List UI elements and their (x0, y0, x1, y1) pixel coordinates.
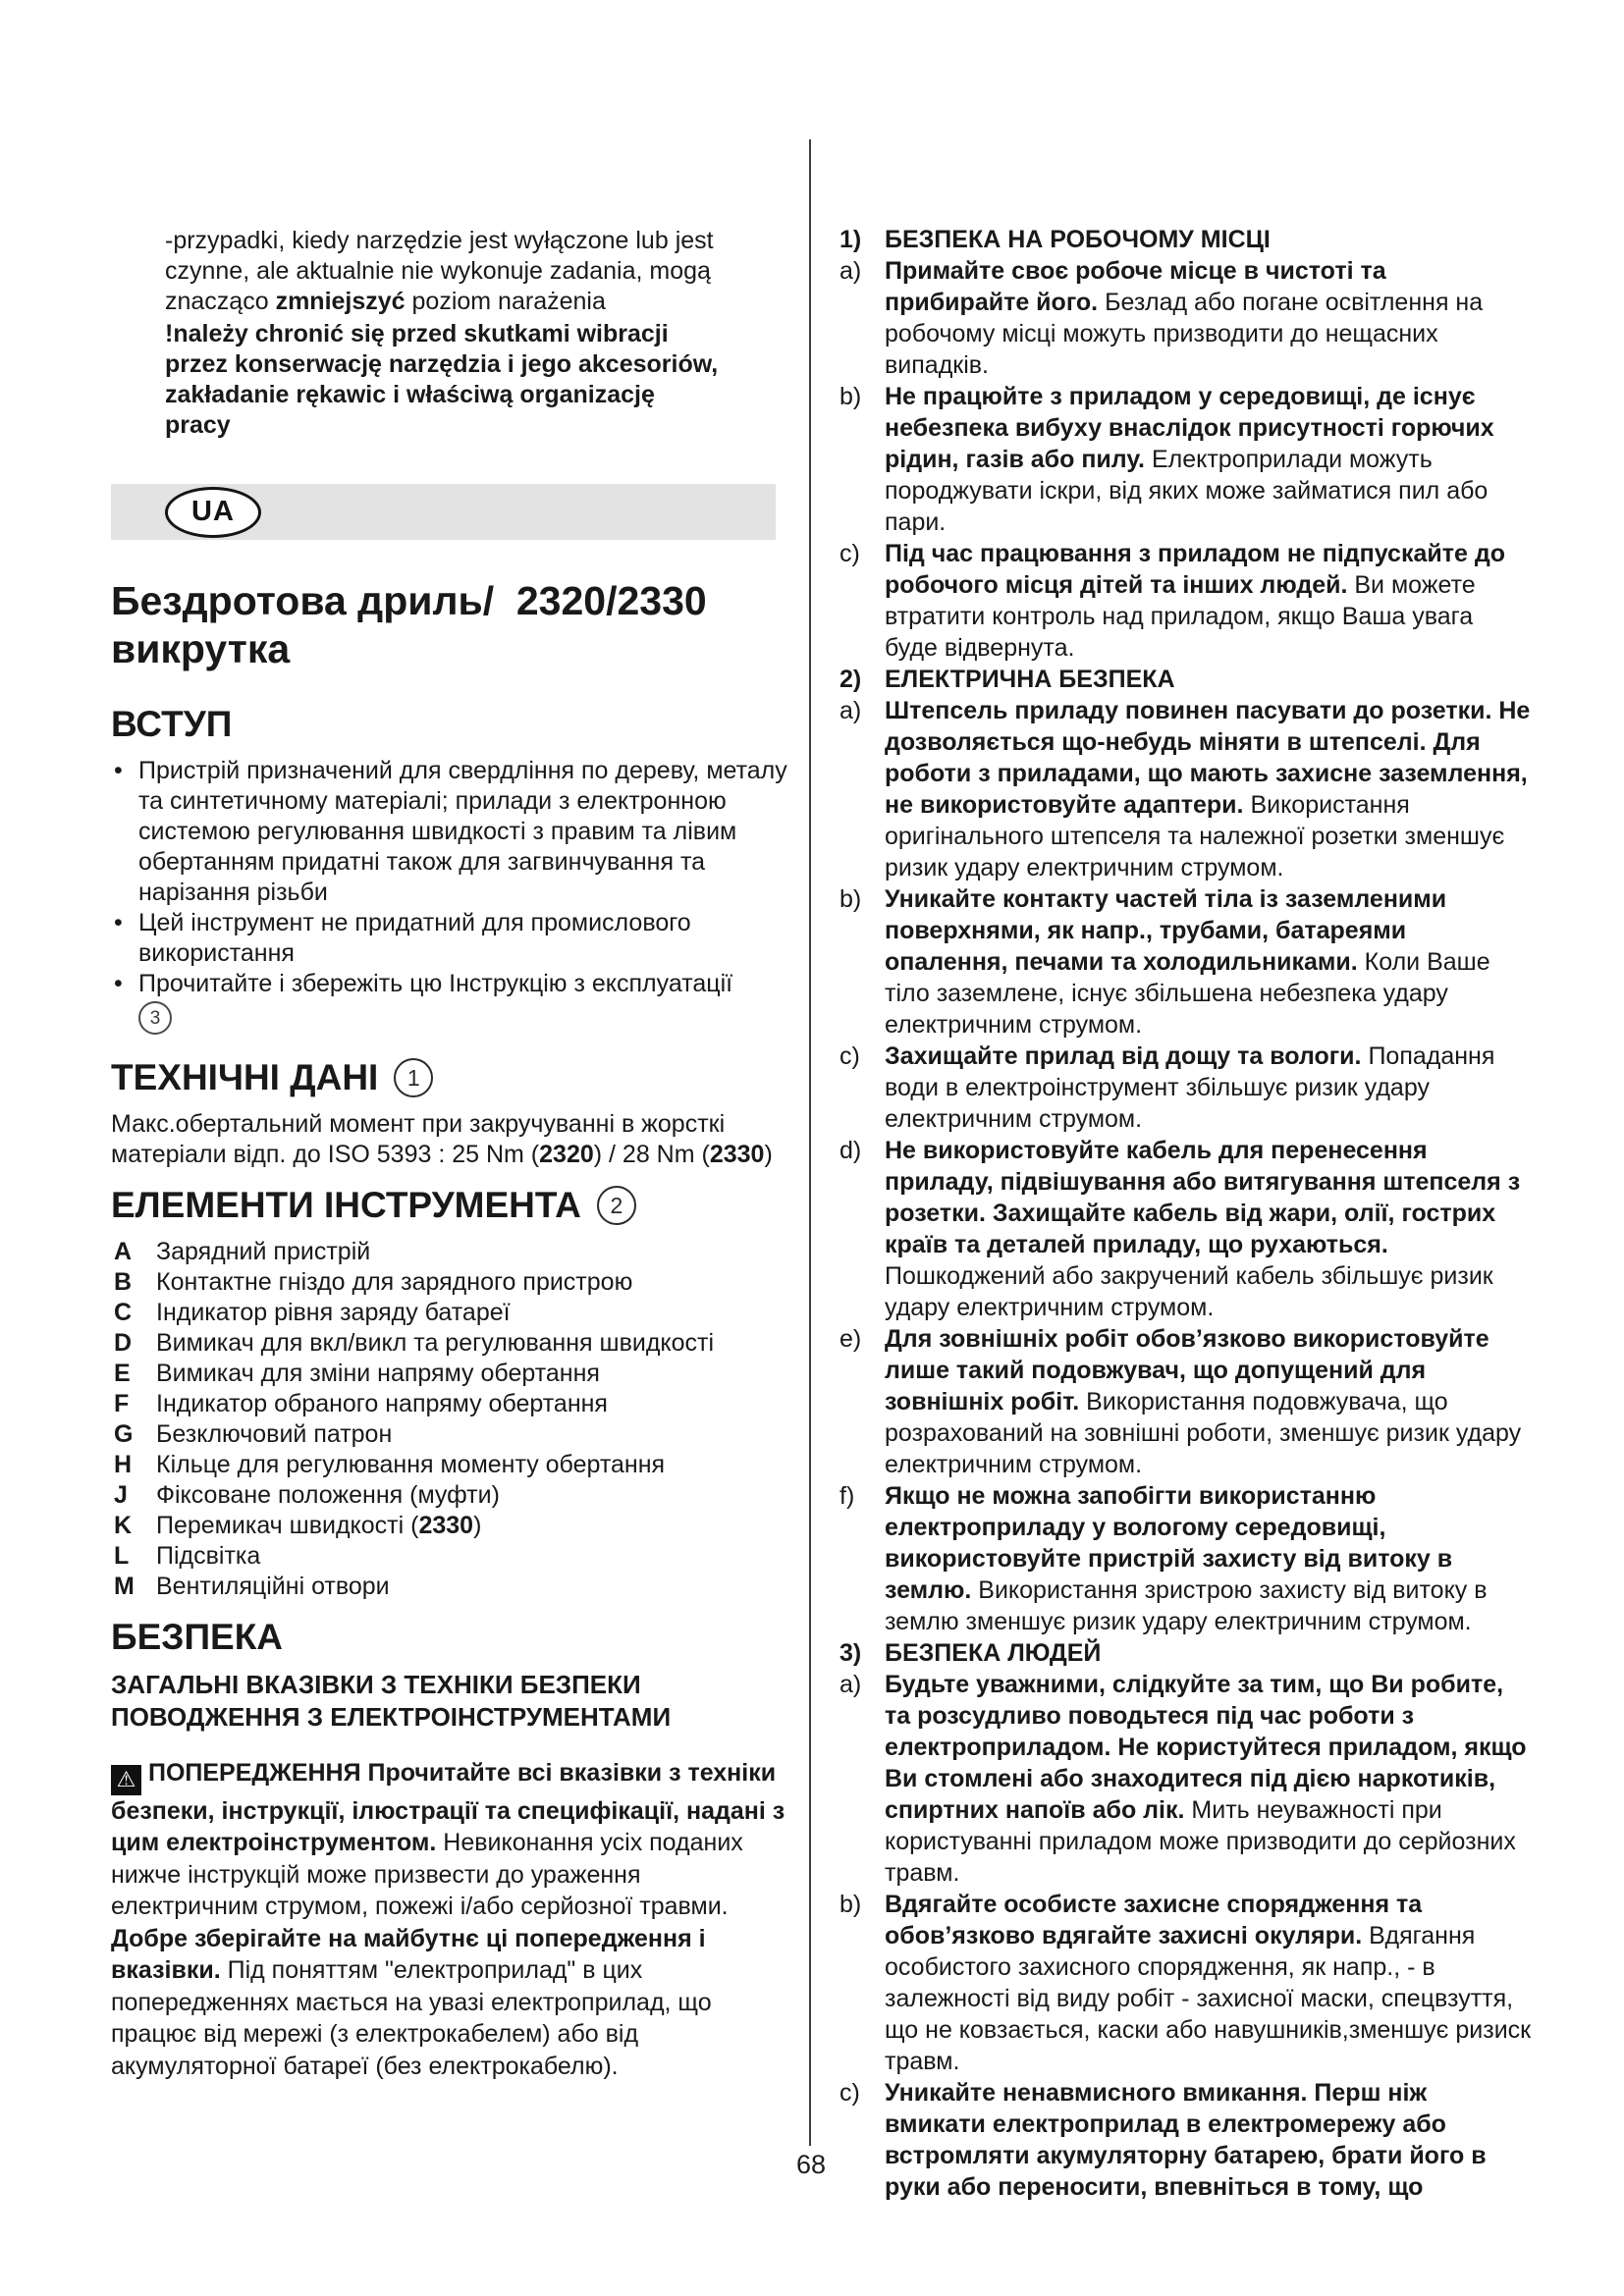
circled-number: 2 (597, 1186, 636, 1225)
item-text (885, 1671, 1527, 1887)
safety-item (839, 695, 1532, 883)
heading-text: ВСТУП (111, 704, 233, 744)
text-run: Фіксоване положення (муфти) (156, 1481, 500, 1509)
text-run: БЕЗПЕКА ЛЮДЕЙ (885, 1639, 1102, 1667)
element-key: L (114, 1542, 130, 1570)
element-key: D (114, 1329, 133, 1357)
item-label: a) (839, 697, 862, 724)
circled-number: 1 (394, 1058, 433, 1097)
text-run: Використання подовжувача, що розрахований на зовнішні роботи, зменшує ризик удару електричним струмом. (885, 1388, 1522, 1478)
section-heading (111, 1056, 788, 1099)
item-label: a) (839, 257, 862, 285)
item-label: b) (839, 383, 862, 410)
text-run: Контактне гніздо для зарядного пристрою (156, 1268, 633, 1296)
title-line: викрутка (111, 626, 291, 671)
text-run: Використання зристрою захисту від витоку в землю зменшує ризик удару електричним струмом. (885, 1576, 1488, 1635)
element-label (156, 1360, 600, 1387)
text-run: Вимикач для вкл/викл та регулювання швидкості (156, 1329, 715, 1357)
element-key: B (114, 1268, 133, 1296)
item-label: e) (839, 1325, 862, 1353)
text-run: Цей інструмент не придатний для промислового використання (138, 909, 691, 967)
warning-paragraph (111, 1757, 788, 2082)
heading-text: ТЕХНІЧНІ ДАНІ (111, 1057, 379, 1097)
item-label: b) (839, 1891, 862, 1918)
element-row (111, 1541, 788, 1572)
text-run: Зарядний пристрій (156, 1238, 371, 1265)
item-text (885, 226, 1271, 253)
safety-item (839, 1889, 1532, 2077)
bullet-text (138, 757, 787, 906)
text-run: !należy chronić się przed skutkami wibracji przez konserwację narzędzia i jego akcesoriów, zakładanie rękawic i właściwą organizację pracy (165, 320, 719, 439)
safety-item (839, 224, 1532, 255)
text-run: Не використовуйте кабель для перенесення приладу, підвішування або витягування штепселя з розетки. Захищайте кабель від жари, олії, гострих країв та деталей приладу, що рухаються. (885, 1137, 1521, 1258)
text-run: Не працюйте з приладом у середовищі, де існує небезпека вибуху внаслідок присутності горючих рідин, газів або пилу. (885, 383, 1494, 473)
text-run: Захищайте прилад від дощу та вологи. (885, 1042, 1362, 1070)
safety-item (839, 1041, 1532, 1135)
element-label (156, 1512, 481, 1539)
safety-item (839, 1480, 1532, 1637)
bullet-list (111, 756, 788, 1042)
text-run: Використання оригінального штепселя та належної розетки зменшує ризик удару електричним струмом. (885, 791, 1505, 881)
element-label (156, 1573, 390, 1600)
bullet-icon: • (114, 970, 123, 997)
item-label: 2) (839, 666, 862, 693)
element-key: E (114, 1360, 131, 1387)
text-run: Індикатор обраного напряму обертання (156, 1390, 608, 1417)
element-label (156, 1268, 632, 1296)
column-divider (809, 139, 811, 2146)
element-label (156, 1299, 511, 1326)
text-run: Пошкоджений або закручений кабель збільшує ризик удару електричним струмом. (885, 1262, 1493, 1321)
element-row (111, 1419, 788, 1450)
element-key: K (114, 1512, 133, 1539)
section-heading (111, 703, 788, 746)
right-column (839, 224, 1532, 2203)
text-run: Прочитайте і збережіть цю Інструкцію з експлуатації (138, 970, 733, 997)
left-column (111, 226, 788, 2082)
text-run: 2330 (418, 1512, 474, 1539)
text-run: Кільце для регулювання моменту обертання (156, 1451, 666, 1478)
item-label: b) (839, 885, 862, 913)
element-label (156, 1329, 714, 1357)
heading-text: БЕЗПЕКА (111, 1617, 284, 1657)
element-label (156, 1238, 370, 1265)
safety-item (839, 1669, 1532, 1889)
item-text (885, 2079, 1487, 2201)
bullet-icon: • (114, 757, 123, 784)
text-run: Будьте уважними, слідкуйте за тим, що Ви робите, та розсудливо поводьтеся під час роботи з електроприладом. Не користуйтеся приладом, якщо Ви стомлені або знаходитеся під дією наркотиків, спиртних напоїв або лік. (885, 1671, 1527, 1824)
element-key: M (114, 1573, 135, 1600)
item-text (885, 1482, 1488, 1635)
text-run: ) / 28 Nm ( (593, 1141, 710, 1168)
language-badge-bar (111, 484, 776, 540)
text-run: ) (764, 1141, 773, 1168)
text-run: Добре зберігайте на майбутнє ці попередження і вказівки. (111, 1924, 706, 1985)
text-run: Підсвітка (156, 1542, 261, 1570)
text-run: Мить неуважності при користуванні приладом може призводити до серйозних травм. (885, 1796, 1516, 1887)
text-run: -przypadki, kiedy narzędzie jest wyłączone lub jest czynne, ale aktualnie nie wykonuje zadania, mogą znacząco (165, 227, 714, 315)
text-run: Вентиляційні отвори (156, 1573, 390, 1600)
element-row (111, 1237, 788, 1267)
item-text (885, 1042, 1494, 1133)
bullet-text (138, 909, 691, 967)
element-label (156, 1420, 392, 1448)
item-text (885, 885, 1490, 1039)
safety-item (839, 1323, 1532, 1480)
element-label (156, 1481, 500, 1509)
paragraph (111, 1109, 788, 1170)
item-label: 3) (839, 1639, 862, 1667)
item-label: f) (839, 1482, 855, 1510)
element-row (111, 1359, 788, 1389)
document-title (111, 577, 788, 673)
item-label: c) (839, 540, 860, 567)
element-row (111, 1450, 788, 1480)
text-run: Попадання води в електроінструмент збільшує ризик удару електричним струмом. (885, 1042, 1495, 1133)
item-label: 1) (839, 226, 862, 253)
item-text (885, 257, 1483, 379)
text-run: zmniejszyć (275, 288, 406, 315)
page-number: 68 (795, 2150, 827, 2179)
text-run: poziom narażenia (405, 288, 606, 315)
text-run: Перемикач швидкості ( (156, 1512, 419, 1539)
item-text (885, 697, 1530, 881)
title-line: Бездротова дриль/ 2320/2330 (111, 578, 707, 623)
element-key: F (114, 1390, 130, 1417)
element-row (111, 1572, 788, 1602)
item-label: c) (839, 2079, 860, 2107)
element-label (156, 1451, 665, 1478)
bullet-text (138, 970, 732, 997)
list-item (111, 908, 788, 969)
bullet-icon: • (114, 909, 123, 936)
text-run: Штепсель приладу повинен пасувати до розетки. Не дозволяється що-небудь міняти в штепселі. Для роботи з приладами, що мають захисне заземлення, не використовуйте адаптери. (885, 697, 1531, 819)
element-label (156, 1542, 260, 1570)
text-run: Електроприлади можуть породжувати іскри, від яких може займатися пил або пари. (885, 446, 1489, 536)
safety-item (839, 538, 1532, 664)
list-item (111, 756, 788, 908)
text-run: Під час працювання з приладом не підпускайте до робочого місця дітей та інших людей. (885, 540, 1505, 599)
item-text (885, 666, 1175, 693)
text-run: 2330 (709, 1141, 765, 1168)
item-text (885, 540, 1505, 662)
safety-item (839, 381, 1532, 538)
text-run: Пристрій призначений для свердління по дереву, металу та синтетичному матеріалі; прилади з електронною системою регулювання швидкості з правим та лівим обертанням придатні також для загвинчування та нарізання різьби (138, 757, 787, 906)
item-label: c) (839, 1042, 860, 1070)
text-run: ПОПЕРЕДЖЕННЯ Прочитайте всі вказівки з техніки безпеки, інструкції, ілюстрації та специфікації, надані з цим електроінструментом. (111, 1759, 785, 1857)
paragraph (165, 319, 720, 441)
element-row (111, 1511, 788, 1541)
element-row (111, 1389, 788, 1419)
element-row (111, 1480, 788, 1511)
item-text (885, 383, 1494, 536)
text-run: БЕЗПЕКА НА РОБОЧОМУ МІСЦІ (885, 226, 1271, 253)
safety-item (839, 1135, 1532, 1323)
element-key: H (114, 1451, 133, 1478)
heading-text: ЕЛЕМЕНТИ ІНСТРУМЕНТА (111, 1185, 581, 1225)
text-run: Коли Ваше тіло заземлене, існує збільшена небезпека удару електричним струмом. (885, 948, 1490, 1039)
element-label (156, 1390, 608, 1417)
text-run: Безключовий патрон (156, 1420, 393, 1448)
safety-item (839, 883, 1532, 1041)
element-row (111, 1267, 788, 1298)
item-text (885, 1137, 1520, 1321)
safety-item (839, 1637, 1532, 1669)
text-run: Вдягання особистого захисного спорядження, як напр., - в залежності від виду робіт - захисної маски, спецвзуття, що не ковзається, каски або навушників,зменшує ризиск травм. (885, 1922, 1532, 2075)
paragraph (165, 226, 720, 317)
element-key: J (114, 1481, 128, 1509)
text-run: Уникайте ненавмисного вмикання. Перш ніж вмикати електроприлад в електромережу або встромляти акумуляторну батарею, брати його в руки або переносити, впевніться в тому, що (885, 2079, 1487, 2201)
safety-item (839, 255, 1532, 381)
circled-number: 3 (138, 1001, 172, 1035)
sub-heading: ЗАГАЛЬНІ ВКАЗІВКИ З ТЕХНІКИ БЕЗПЕКИ ПОВОДЖЕННЯ З ЕЛЕКТРОІНСТРУМЕНТАМИ (111, 1670, 672, 1732)
text-run: Невиконання усіх поданих нижче інструкцій може призвести до ураження електричним струмом, пожежі і/або серйозної травми. (111, 1829, 743, 1921)
text-run: Під поняттям "електроприлад" в цих попередженнях мається на увазі електроприлад, що працює від мережі (з електрокабелем) або від акумуляторної батареї (без електрокабелю). (111, 1956, 712, 2080)
ua-country-badge: UA (165, 487, 261, 538)
text-run: Ви можете втратити контроль над приладом, якщо Ваша увага буде відвернута. (885, 571, 1476, 662)
item-text (885, 1639, 1101, 1667)
item-label: d) (839, 1137, 862, 1164)
safety-item (839, 2077, 1532, 2203)
element-key: G (114, 1420, 134, 1448)
element-row (111, 1298, 788, 1328)
text-run: Примайте своє робоче місце в чистоті та прибирайте його. (885, 257, 1386, 316)
item-text (885, 1891, 1531, 2075)
warning-icon: ⚠ (111, 1765, 141, 1795)
item-label: a) (839, 1671, 862, 1698)
element-key: A (114, 1238, 133, 1265)
item-text (885, 1325, 1521, 1478)
text-run: ) (473, 1512, 482, 1539)
tool-elements-list (111, 1237, 788, 1602)
text-run: Індикатор рівня заряду батареї (156, 1299, 511, 1326)
text-run: Уникайте контакту частей тіла із заземленими поверхнями, як напр., трубами, батареями опалення, печами та холодильниками. (885, 885, 1447, 976)
section-heading (111, 1616, 788, 1659)
element-row (111, 1328, 788, 1359)
text-run: Для зовнішніх робіт обов’язково використовуйте лише такий подовжувач, що допущений для зовнішніх робіт. (885, 1325, 1489, 1415)
text-run: ЕЛЕКТРИЧНА БЕЗПЕКА (885, 666, 1175, 693)
list-item (111, 969, 788, 999)
section-heading (111, 1184, 788, 1227)
text-run: 2320 (539, 1141, 594, 1168)
text-run: Вдягайте особисте захисне спорядження та обов’язково вдягайте захисні окуляри. (885, 1891, 1423, 1949)
text-run: Якщо не можна запобігти використанню електроприладу у вологому середовищі, використовуйте пристрій захисту від витоку в землю. (885, 1482, 1453, 1604)
element-key: C (114, 1299, 133, 1326)
text-run: Вимикач для зміни напряму обертання (156, 1360, 600, 1387)
text-run: Безлад або погане освітлення на робочому місці можуть призводити до нещасних випадків. (885, 289, 1484, 379)
safety-item (839, 664, 1532, 695)
text-run: Макс.обертальний момент при закручуванні в жорсткі матеріали відп. до ISO 5393 : 25 Nm ( (111, 1110, 726, 1168)
